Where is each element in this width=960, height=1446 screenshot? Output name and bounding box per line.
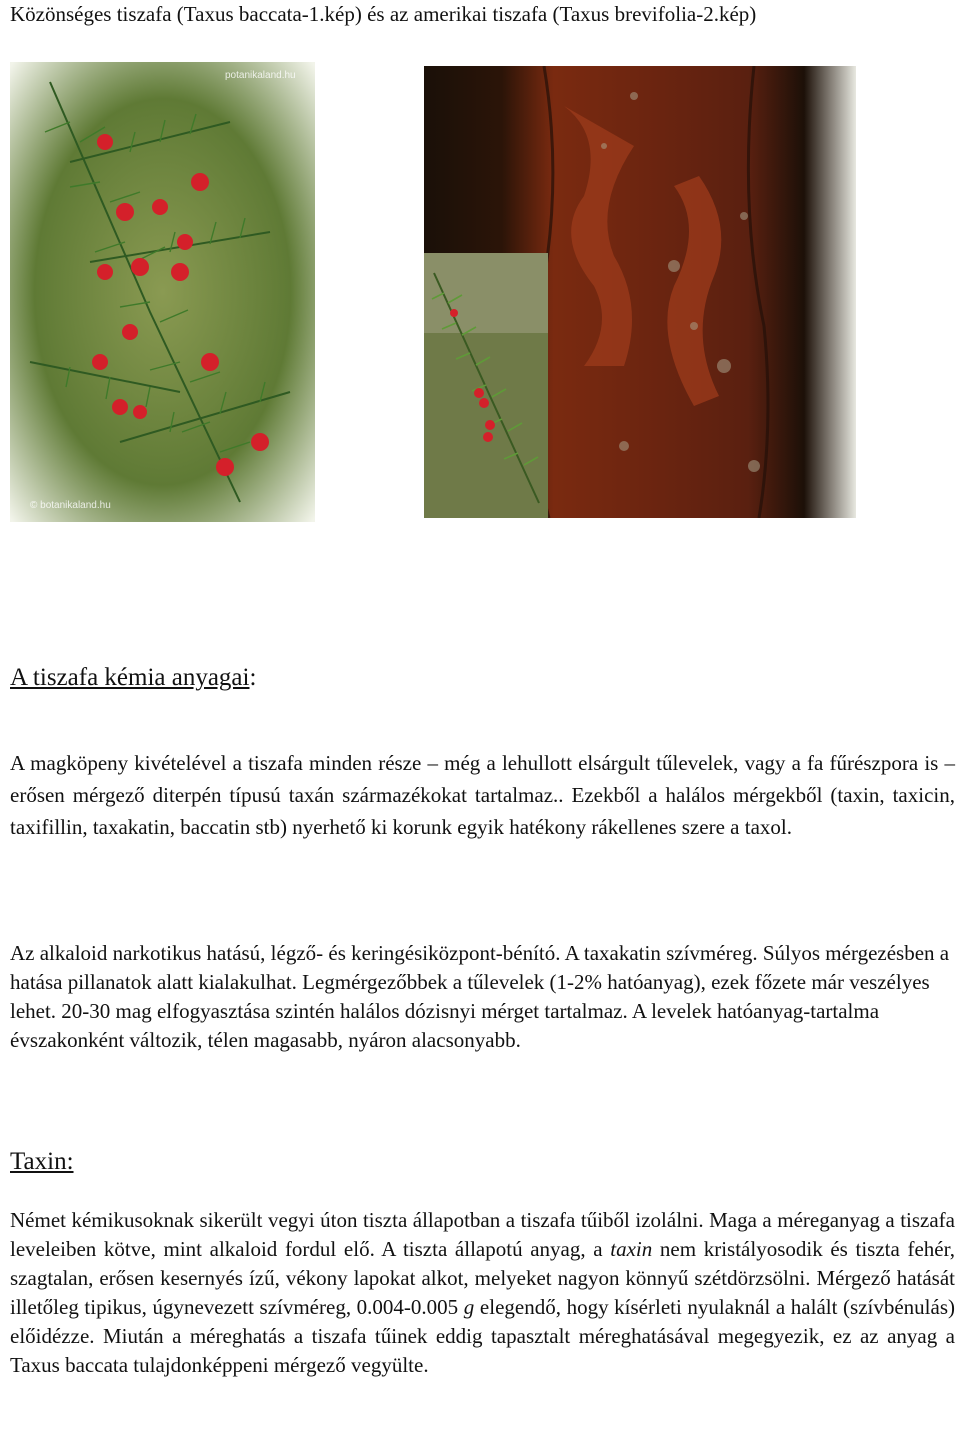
paragraph-chemistry-1: A magköpeny kivételével a tiszafa minden része – még a lehullott elsárgult tűlevelek, vagy a fa fűrészpora is – erősen mérgező diterpén típusú taxán származékokat tartalmaz.. Ezekből a halálos mérgekből (taxin, taxicin, taxifillin, taxakatin, baccatin stb) nyerhető ki korunk egyik hatékony rákellenes szere a taxol. [10, 751, 955, 839]
heading-text: A tiszafa kémia anyagai [10, 664, 250, 691]
paragraph-taxin [10, 1206, 955, 1380]
heading-colon: : [249, 664, 257, 691]
heading-taxin-text: Taxin: [10, 1148, 74, 1175]
section-heading-chemistry [10, 664, 256, 692]
figure-area [0, 0, 960, 540]
photo-branch-inset [424, 253, 548, 518]
figure-caption: Közönséges tiszafa (Taxus baccata-1.kép) és az amerikai tiszafa (Taxus brevifolia-2.kép) [10, 2, 757, 26]
taxin-italic-unit: g [463, 1295, 475, 1319]
watermark-top: potanikaland.hu [225, 70, 296, 81]
photo-taxus-baccata [10, 62, 315, 522]
taxin-text-part3: elegendő, hogy kísérleti nyulaknál a halált (szívbénulás) előidézze. Miután a méreghatás a tiszafa tűinek eddig tapasztalt méreghatásával megegyezik, ez az anyag a Taxus baccata tulajdonképpeni mérgező vegyülte. [10, 1295, 956, 1377]
paragraph-chemistry-2: Az alkaloid narkotikus hatású, légző- és keringésiközpont-bénító. A taxakatin szívméreg. Súlyos mérgezésben a hatása pillanatok alatt kialakulhat. Legmérgezőbbek a tűlevelek (1-2% hatóanyag), ezek főzete már veszélyes lehet. 20-30 mag elfogyasztása szintén halálos dózisnyi mérget tartalmaz. A levelek hatóanyag-tartalma évszakonként változik, télen magasabb, nyáron alacsonyabb. [10, 941, 950, 1052]
watermark-bottom: © botanikaland.hu [30, 500, 111, 511]
section-heading-taxin [10, 1148, 74, 1176]
taxin-text-part2: nem kristályosodik és tiszta fehér, szagtalan, erősen kesernyés ízű, vékony lapokat alkot, melyeket nagyon könnyű szétdörzsölni. Mérgező hatását illetőleg tipikus, úgynevezett szívméreg, 0.004-0.005 [10, 1237, 956, 1319]
taxin-text-part1: Német kémikusoknak sikerült vegyi úton tiszta állapotban a tiszafa tűiből izolálni. Maga a méreganyag a tiszafa leveleiben kötve, mint alkaloid fordul elő. A tiszta állapotú anyag, a [10, 1208, 955, 1261]
taxin-italic-word: taxin [610, 1237, 653, 1261]
